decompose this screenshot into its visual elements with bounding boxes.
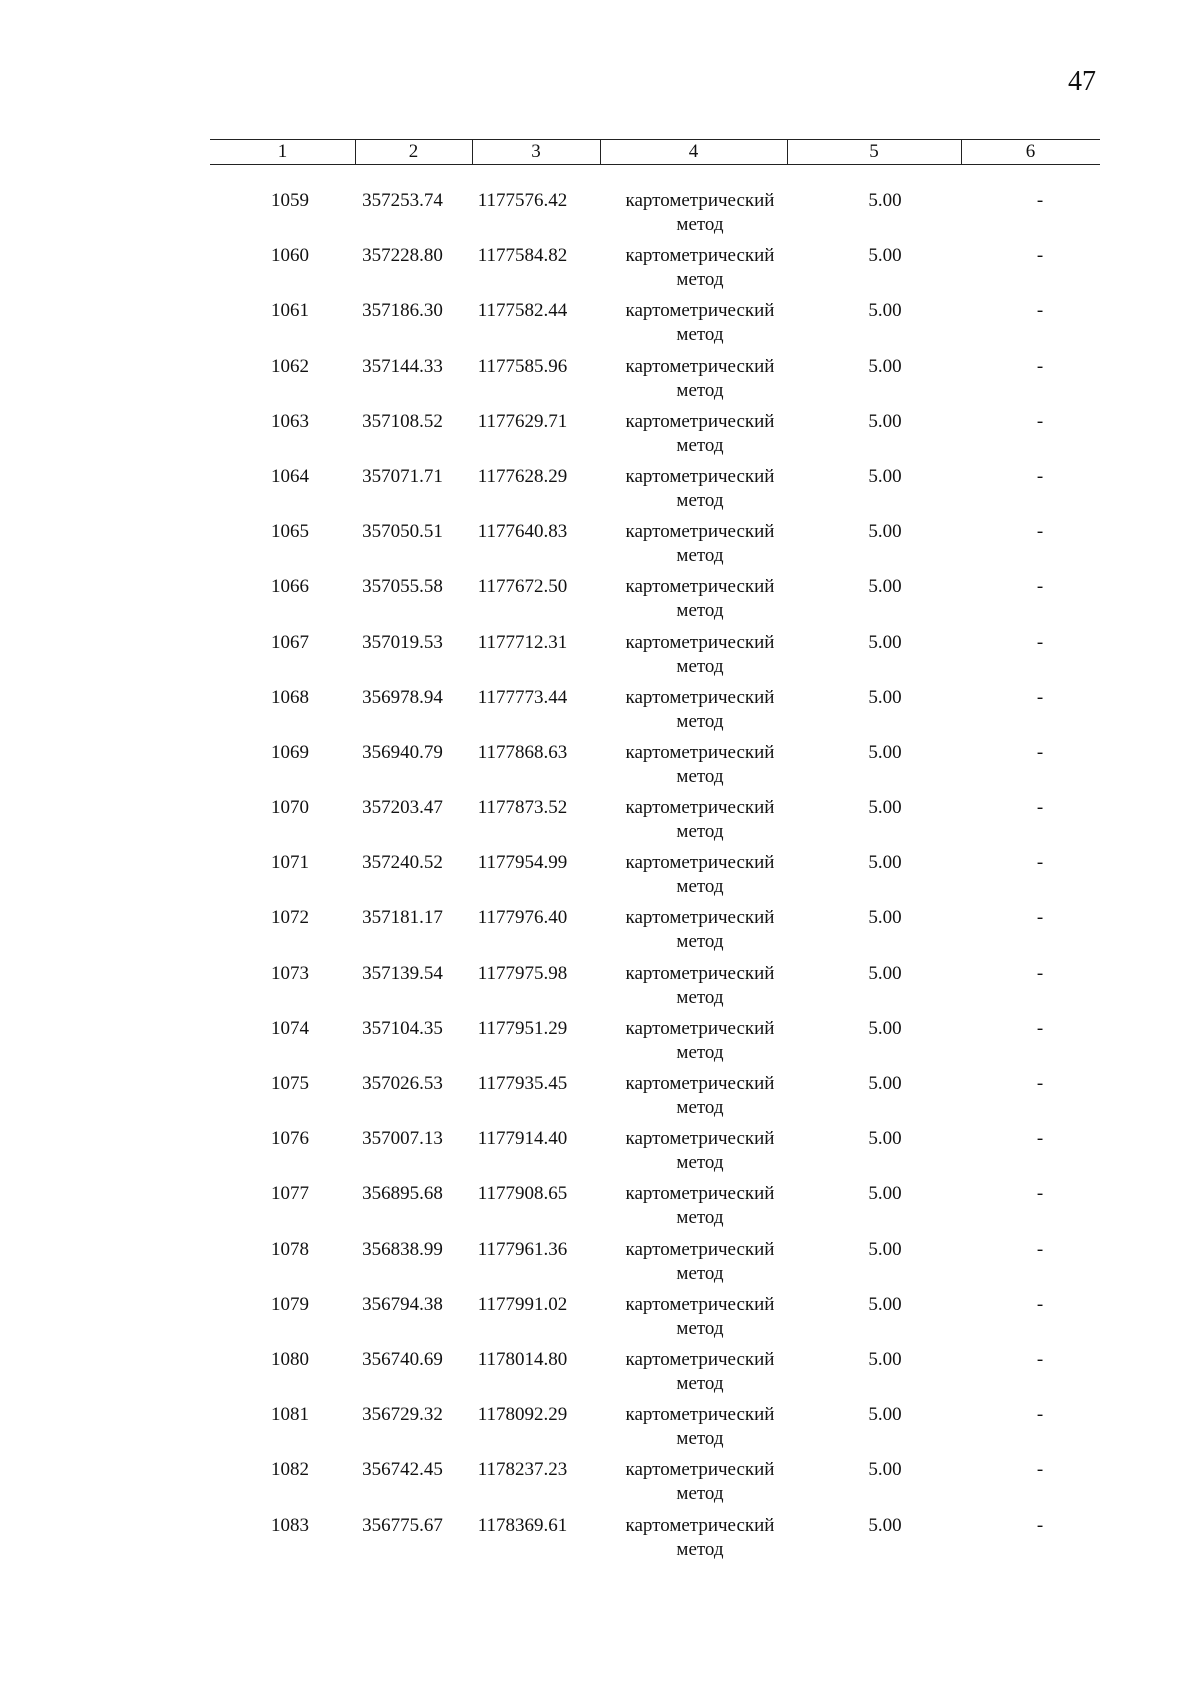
y-coordinate-cell: 1178014.80: [477, 1348, 568, 1370]
x-coordinate-cell: 356794.38: [362, 1293, 443, 1315]
y-coordinate-cell: 1177582.44: [477, 300, 568, 322]
method-line-2: метод: [676, 324, 724, 346]
method-cell: [600, 1348, 800, 1396]
point-number-cell: 1073: [271, 962, 309, 984]
x-coordinate-cell: 357026.53: [362, 1073, 443, 1094]
description-cell: -: [1036, 521, 1044, 543]
point-number-cell: 1072: [271, 907, 309, 929]
accuracy-cell: 5.00: [868, 465, 902, 487]
description-cell: -: [1036, 1183, 1044, 1205]
description-cell: -: [1036, 686, 1044, 708]
x-coordinate-cell: 357203.47: [362, 797, 443, 819]
accuracy-cell: 5.00: [868, 1238, 902, 1260]
table-row: [210, 355, 1100, 410]
accuracy-cell: 5.00: [868, 190, 902, 211]
x-coordinate-cell: 357104.35: [362, 1017, 443, 1039]
y-coordinate-cell: 1177640.83: [477, 521, 568, 543]
y-coordinate-cell: 1177629.71: [477, 410, 568, 432]
method-line-1: картометрический: [625, 797, 775, 819]
method-line-1: картометрический: [625, 190, 775, 211]
accuracy-cell: 5.00: [868, 1459, 902, 1481]
point-number-cell: 1066: [271, 576, 309, 598]
table-row: [210, 1017, 1100, 1072]
method-line-1: картометрический: [625, 1238, 775, 1260]
description-cell: -: [1036, 355, 1044, 377]
method-line-1: картометрический: [625, 355, 775, 377]
description-cell: -: [1036, 1348, 1044, 1370]
x-coordinate-cell: 356775.67: [362, 1514, 443, 1536]
description-cell: -: [1036, 190, 1044, 211]
method-line-2: метод: [676, 655, 724, 677]
method-line-2: метод: [676, 434, 724, 456]
table-row: [210, 962, 1100, 1017]
method-line-2: метод: [676, 1483, 724, 1505]
y-coordinate-cell: 1177628.29: [477, 465, 568, 487]
table-header: [210, 139, 1100, 165]
description-cell: -: [1036, 1404, 1044, 1426]
method-line-1: картометрический: [625, 962, 775, 984]
method-line-2: метод: [676, 986, 724, 1008]
method-cell: [600, 299, 800, 347]
y-coordinate-cell: 1177935.45: [477, 1073, 568, 1094]
x-coordinate-cell: 357055.58: [362, 576, 443, 598]
method-line-1: картометрический: [625, 907, 775, 929]
method-cell: [600, 520, 800, 568]
method-line-2: метод: [676, 765, 724, 787]
method-line-2: метод: [676, 1152, 724, 1174]
method-line-2: метод: [676, 1372, 724, 1394]
method-cell: [600, 1458, 800, 1506]
point-number-cell: 1077: [271, 1183, 309, 1205]
method-cell: [600, 575, 800, 623]
method-line-2: метод: [676, 269, 724, 291]
y-coordinate-cell: 1177951.29: [477, 1017, 568, 1039]
y-coordinate-cell: 1177584.82: [477, 245, 568, 267]
y-coordinate-cell: 1177976.40: [477, 907, 568, 929]
x-coordinate-cell: 356978.94: [362, 686, 443, 708]
method-line-1: картометрический: [625, 465, 775, 487]
method-line-2: метод: [676, 214, 724, 235]
y-coordinate-cell: 1177672.50: [477, 576, 568, 598]
y-coordinate-cell: 1177585.96: [477, 355, 568, 377]
accuracy-cell: 5.00: [868, 1514, 902, 1536]
x-coordinate-cell: 357144.33: [362, 355, 443, 377]
accuracy-cell: 5.00: [868, 907, 902, 929]
point-number-cell: 1075: [271, 1073, 309, 1094]
description-cell: -: [1036, 576, 1044, 598]
x-coordinate-cell: 357228.80: [362, 245, 443, 267]
header-col-4: 4: [688, 141, 699, 162]
method-line-1: картометрический: [625, 521, 775, 543]
method-line-1: картометрический: [625, 1348, 775, 1370]
y-coordinate-cell: 1178092.29: [477, 1404, 568, 1426]
accuracy-cell: 5.00: [868, 852, 902, 874]
accuracy-cell: 5.00: [868, 1073, 902, 1094]
method-cell: [600, 631, 800, 679]
method-line-2: метод: [676, 600, 724, 622]
method-cell: [600, 355, 800, 403]
description-cell: -: [1036, 1238, 1044, 1260]
table-row: [210, 410, 1100, 465]
method-line-2: метод: [676, 1207, 724, 1229]
method-cell: [600, 796, 800, 844]
method-cell: [600, 1182, 800, 1230]
method-line-2: метод: [676, 931, 724, 953]
method-cell: [600, 1514, 800, 1562]
point-number-cell: 1078: [271, 1238, 309, 1260]
accuracy-cell: 5.00: [868, 355, 902, 377]
method-cell: [600, 1238, 800, 1286]
method-cell: [600, 851, 800, 899]
x-coordinate-cell: 357019.53: [362, 631, 443, 653]
description-cell: -: [1036, 962, 1044, 984]
table-row: [210, 1458, 1100, 1513]
x-coordinate-cell: 356895.68: [362, 1183, 443, 1205]
point-number-cell: 1061: [271, 300, 309, 322]
method-line-1: картометрический: [625, 300, 775, 322]
method-line-1: картометрический: [625, 1293, 775, 1315]
point-number-cell: 1076: [271, 1128, 309, 1150]
y-coordinate-cell: 1178237.23: [477, 1459, 568, 1481]
method-line-2: метод: [676, 545, 724, 567]
table-body: [210, 189, 1100, 1569]
y-coordinate-cell: 1177712.31: [477, 631, 568, 653]
table-row: [210, 1348, 1100, 1403]
table-row: [210, 1293, 1100, 1348]
description-cell: -: [1036, 1073, 1044, 1094]
method-cell: [600, 1072, 800, 1120]
description-cell: -: [1036, 465, 1044, 487]
accuracy-cell: 5.00: [868, 1128, 902, 1150]
y-coordinate-cell: 1177914.40: [477, 1128, 568, 1150]
method-line-2: метод: [676, 1262, 724, 1284]
accuracy-cell: 5.00: [868, 521, 902, 543]
y-coordinate-cell: 1177576.42: [477, 190, 568, 211]
point-number-cell: 1071: [271, 852, 309, 874]
point-number-cell: 1064: [271, 465, 309, 487]
description-cell: -: [1036, 410, 1044, 432]
x-coordinate-cell: 357253.74: [362, 190, 443, 211]
method-line-1: картометрический: [625, 852, 775, 874]
point-number-cell: 1083: [271, 1514, 309, 1536]
table-row: [210, 465, 1100, 520]
method-line-1: картометрический: [625, 1183, 775, 1205]
x-coordinate-cell: 356740.69: [362, 1348, 443, 1370]
y-coordinate-cell: 1177991.02: [477, 1293, 568, 1315]
method-line-2: метод: [676, 1428, 724, 1450]
accuracy-cell: 5.00: [868, 1293, 902, 1315]
method-line-1: картометрический: [625, 741, 775, 763]
method-cell: [600, 465, 800, 513]
y-coordinate-cell: 1177908.65: [477, 1183, 568, 1205]
description-cell: -: [1036, 631, 1044, 653]
description-cell: -: [1036, 1293, 1044, 1315]
accuracy-cell: 5.00: [868, 686, 902, 708]
table-row: [210, 520, 1100, 575]
description-cell: -: [1036, 1514, 1044, 1536]
y-coordinate-cell: 1178369.61: [477, 1514, 568, 1536]
header-col-1: 1: [277, 141, 288, 162]
table-row: [210, 796, 1100, 851]
accuracy-cell: 5.00: [868, 631, 902, 653]
table-row: [210, 906, 1100, 961]
x-coordinate-cell: 356729.32: [362, 1404, 443, 1426]
method-cell: [600, 1127, 800, 1175]
table-row: [210, 1072, 1100, 1127]
method-line-2: метод: [676, 489, 724, 511]
x-coordinate-cell: 357186.30: [362, 300, 443, 322]
accuracy-cell: 5.00: [868, 1404, 902, 1426]
point-number-cell: 1062: [271, 355, 309, 377]
point-number-cell: 1059: [271, 190, 309, 211]
y-coordinate-cell: 1177961.36: [477, 1238, 568, 1260]
point-number-cell: 1070: [271, 797, 309, 819]
table-row: [210, 1238, 1100, 1293]
point-number-cell: 1067: [271, 631, 309, 653]
accuracy-cell: 5.00: [868, 1348, 902, 1370]
method-cell: [600, 741, 800, 789]
method-cell: [600, 1403, 800, 1451]
x-coordinate-cell: 356940.79: [362, 741, 443, 763]
header-col-5: 5: [869, 141, 879, 162]
method-cell: [600, 962, 800, 1010]
accuracy-cell: 5.00: [868, 300, 902, 322]
table-row: [210, 1403, 1100, 1458]
table-row: [210, 575, 1100, 630]
accuracy-cell: 5.00: [868, 1017, 902, 1039]
description-cell: -: [1036, 300, 1044, 322]
description-cell: -: [1036, 245, 1044, 267]
method-line-1: картометрический: [625, 1404, 775, 1426]
x-coordinate-cell: 356838.99: [362, 1238, 443, 1260]
method-cell: [600, 1293, 800, 1341]
description-cell: -: [1036, 852, 1044, 874]
method-line-2: метод: [676, 379, 724, 401]
description-cell: -: [1036, 797, 1044, 819]
method-line-1: картометрический: [625, 1514, 775, 1536]
table-row: [210, 299, 1100, 354]
method-line-1: картометрический: [625, 576, 775, 598]
header-col-3: 3: [531, 141, 541, 162]
x-coordinate-cell: 357108.52: [362, 410, 443, 432]
header-col-2: 2: [408, 141, 419, 162]
x-coordinate-cell: 356742.45: [362, 1459, 443, 1481]
description-cell: -: [1036, 741, 1044, 763]
method-line-1: картометрический: [625, 1128, 775, 1150]
table-row: [210, 1182, 1100, 1237]
table-row: [210, 1514, 1100, 1569]
table-row: [210, 189, 1100, 244]
point-number-cell: 1082: [271, 1459, 309, 1481]
header-col-6: 6: [1025, 141, 1036, 162]
method-line-2: метод: [676, 1097, 724, 1118]
method-line-1: картометрический: [625, 631, 775, 653]
method-line-1: картометрический: [625, 245, 775, 267]
y-coordinate-cell: 1177954.99: [477, 852, 568, 874]
method-cell: [600, 686, 800, 734]
x-coordinate-cell: 357007.13: [362, 1128, 443, 1150]
x-coordinate-cell: 357139.54: [362, 962, 443, 984]
method-cell: [600, 244, 800, 292]
y-coordinate-cell: 1177873.52: [477, 797, 568, 819]
method-line-1: картометрический: [625, 1073, 775, 1094]
y-coordinate-cell: 1177773.44: [477, 686, 568, 708]
table-row: [210, 1127, 1100, 1182]
accuracy-cell: 5.00: [868, 245, 902, 267]
accuracy-cell: 5.00: [868, 410, 902, 432]
description-cell: -: [1036, 907, 1044, 929]
x-coordinate-cell: 357050.51: [362, 521, 443, 543]
accuracy-cell: 5.00: [868, 576, 902, 598]
table-row: [210, 686, 1100, 741]
method-line-2: метод: [676, 1041, 724, 1063]
accuracy-cell: 5.00: [868, 741, 902, 763]
y-coordinate-cell: 1177975.98: [477, 962, 568, 984]
x-coordinate-cell: 357071.71: [362, 465, 443, 487]
description-cell: -: [1036, 1459, 1044, 1481]
page-number: 47: [1068, 66, 1096, 97]
accuracy-cell: 5.00: [868, 1183, 902, 1205]
x-coordinate-cell: 357240.52: [362, 852, 443, 874]
method-line-2: метод: [676, 710, 724, 732]
method-cell: [600, 1017, 800, 1065]
table-row: [210, 244, 1100, 299]
table-row: [210, 741, 1100, 796]
method-line-2: метод: [676, 1317, 724, 1339]
point-number-cell: 1079: [271, 1293, 309, 1315]
point-number-cell: 1080: [271, 1348, 309, 1370]
point-number-cell: 1081: [271, 1404, 309, 1426]
point-number-cell: 1063: [271, 410, 309, 432]
method-line-2: метод: [676, 1538, 724, 1560]
method-line-2: метод: [676, 821, 724, 843]
accuracy-cell: 5.00: [868, 962, 902, 984]
method-cell: [600, 906, 800, 954]
method-cell: [600, 189, 800, 237]
table-row: [210, 631, 1100, 686]
method-line-1: картометрический: [625, 410, 775, 432]
point-number-cell: 1065: [271, 521, 309, 543]
point-number-cell: 1060: [271, 245, 309, 267]
method-cell: [600, 410, 800, 458]
point-number-cell: 1069: [271, 741, 309, 763]
point-number-cell: 1074: [271, 1017, 309, 1039]
method-line-1: картометрический: [625, 1459, 775, 1481]
method-line-1: картометрический: [625, 1017, 775, 1039]
point-number-cell: 1068: [271, 686, 309, 708]
table-row: [210, 851, 1100, 906]
description-cell: -: [1036, 1017, 1044, 1039]
method-line-2: метод: [676, 876, 724, 898]
x-coordinate-cell: 357181.17: [362, 907, 443, 929]
y-coordinate-cell: 1177868.63: [477, 741, 568, 763]
accuracy-cell: 5.00: [868, 797, 902, 819]
description-cell: -: [1036, 1128, 1044, 1150]
method-line-1: картометрический: [625, 686, 775, 708]
